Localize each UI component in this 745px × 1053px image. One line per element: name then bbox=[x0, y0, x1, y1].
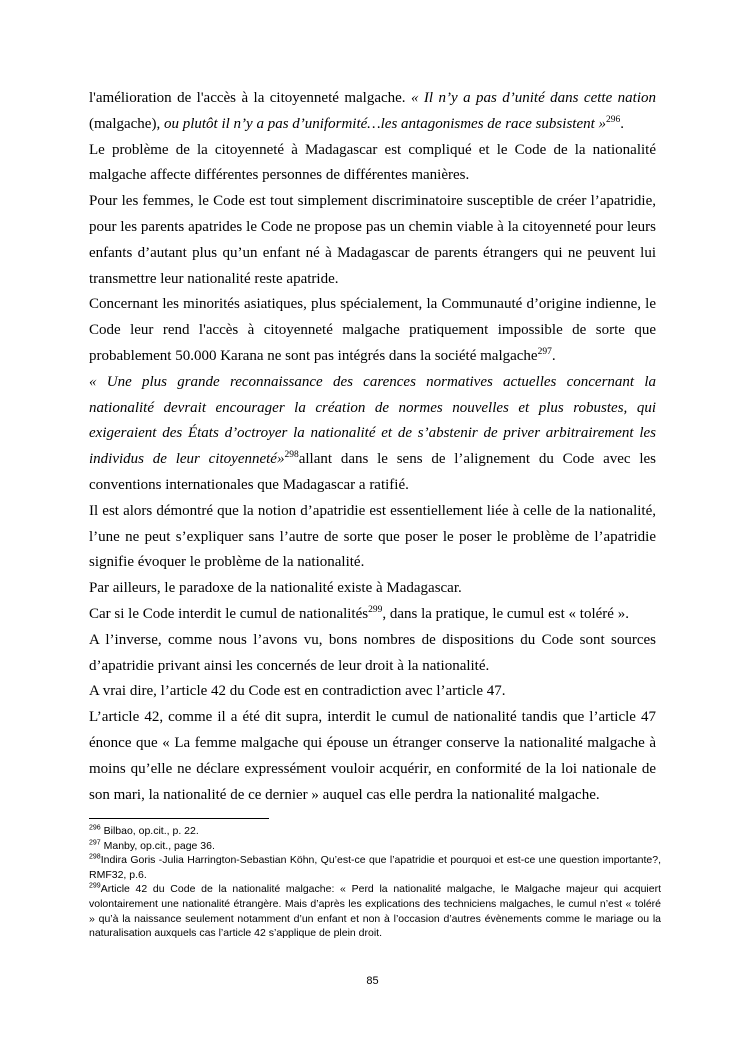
footnote-number: 296 bbox=[89, 824, 101, 832]
text-run: . bbox=[551, 347, 556, 364]
text-run: Par ailleurs, le paradoxe de la nationalité existe à Madagascar. bbox=[89, 580, 462, 597]
text-run: Pour les femmes, le Code est tout simplement discriminatoire susceptible de créer l’apatridie, pour les parents apatrides le Code ne propose pas un chemin viable à la citoyenneté pour leurs enfants d’autant plus qu’un enfant né à Madagascar de parents étrangers qui ne peuvent lui transmettre leur nationalité reste apatride. bbox=[89, 193, 656, 287]
footnote-reference: 296 bbox=[606, 114, 621, 125]
text-run: Concernant les minorités asiatiques, plus spécialement, la Communauté d’origine indienne, le Code leur rend l'accès à citoyenneté malgache pratiquement impossible de sorte que probablement 50.000 Karana ne sont pas intégrés dans la société malgache bbox=[89, 296, 656, 364]
footnote-text: Bilbao, op.cit., p. 22. bbox=[100, 825, 199, 837]
text-run: allant dans le sens de l’alignement du Code avec les conventions internationales que Madagascar a ratifié. bbox=[89, 451, 657, 493]
footnote-number: 298 bbox=[89, 853, 101, 861]
footnotes bbox=[89, 824, 661, 941]
text-run: , dans la pratique, le cumul est « toléré ». bbox=[382, 605, 629, 622]
body-text bbox=[89, 86, 656, 808]
italic-quote: ou plutôt il n’y a pas d’uniformité…les antagonismes de race subsistent » bbox=[163, 115, 607, 132]
paragraph bbox=[89, 628, 656, 680]
footnote-reference: 298 bbox=[284, 450, 299, 461]
footnote-reference: 297 bbox=[537, 346, 552, 357]
paragraph bbox=[89, 86, 656, 138]
italic-quote: « Une plus grande reconnaissance des carences normatives actuelles concernant la nationalité devrait encourager la création de normes nouvelles et plus robustes, qui exigeraient des États d’octroyer la nationalité et de s’abstenir de priver arbitrairement les individus de leur citoyenneté» bbox=[89, 373, 656, 468]
paragraph bbox=[89, 499, 656, 576]
text-run: (malgache), bbox=[89, 115, 164, 132]
paragraph bbox=[89, 602, 656, 628]
text-run: Le problème de la citoyenneté à Madagascar est compliqué et le Code de la nationalité malgache affecte différentes personnes de différentes manières. bbox=[89, 141, 656, 184]
italic-quote: « Il n’y a pas d’unité dans cette nation bbox=[410, 90, 656, 106]
footnote-text: Manby, op.cit., page 36. bbox=[100, 839, 215, 852]
text-run: l'amélioration de l'accès à la citoyenneté malgache. bbox=[89, 90, 411, 106]
paragraph bbox=[89, 370, 656, 499]
footnote-number: 299 bbox=[89, 882, 101, 890]
paragraph bbox=[89, 705, 656, 808]
text-run: L’article 42, comme il a été dit supra, interdit le cumul de nationalité tandis que l’article 47 énonce que « La femme malgache qui épouse un étranger conserve la nationalité malgache à moins qu’elle ne déclare expressément vouloir acquérir, en conformité de la loi nationale de son mari, la nationalité de ce dernier » auquel cas elle perdra la nationalité malgache. bbox=[89, 709, 656, 803]
footnote bbox=[89, 839, 661, 854]
footnote-number: 297 bbox=[89, 839, 101, 847]
footnote-text: Article 42 du Code de la nationalité malgache: « Perd la nationalité malgache, le Malgache majeur qui acquiert volontairement une nationalité étrangère. Mais d’après les explications des techniciens malgaches, le cumul n’est « toléré » qu’à la naissance seulement notamment d’un enfant et non à l’occasion d’autres évènements comme le mariage ou la naturalisation auxquels cas l’article 42 s’applique de plein droit. bbox=[89, 883, 661, 940]
paragraph bbox=[89, 189, 656, 292]
footnote-separator bbox=[89, 818, 269, 819]
text-run: A vrai dire, l’article 42 du Code est en contradiction avec l’article 47. bbox=[89, 683, 506, 700]
text-run: . bbox=[620, 115, 625, 132]
footnote bbox=[89, 882, 661, 940]
footnote-reference: 299 bbox=[368, 604, 383, 615]
text-run: A l’inverse, comme nous l’avons vu, bons nombres de dispositions du Code sont sources d’apatridie privant ainsi les concernés de leur droit à la nationalité. bbox=[89, 631, 656, 674]
text-run: Car si le Code interdit le cumul de nationalités bbox=[89, 605, 369, 622]
text-run: Il est alors démontré que la notion d’apatridie est essentiellement liée à celle de la nationalité, l’une ne peut s’expliquer sans l’autre de sorte que poser le poser le problème de l’apatridie signifie évoquer le problème de la nationalité. bbox=[89, 502, 656, 571]
footnote bbox=[89, 853, 661, 882]
page-number: 85 bbox=[366, 975, 379, 987]
footnote-text: Indira Goris -Julia Harrington-Sebastian Köhn, Qu’est-ce que l’apatridie et pourquoi et est-ce une question importante?, RMF32, p.6. bbox=[89, 854, 661, 881]
paragraph bbox=[89, 576, 656, 602]
footnote bbox=[89, 824, 661, 839]
paragraph bbox=[89, 679, 656, 705]
paragraph bbox=[89, 292, 656, 369]
paragraph bbox=[89, 138, 656, 190]
